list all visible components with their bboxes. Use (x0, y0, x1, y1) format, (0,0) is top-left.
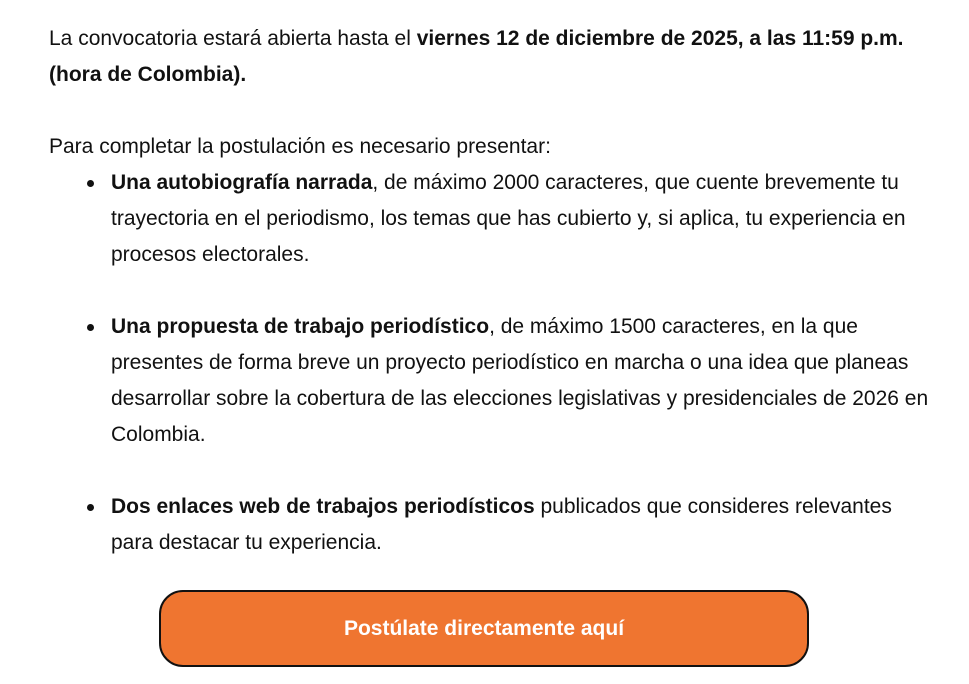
cta-container (159, 590, 809, 667)
bullet-icon (87, 180, 94, 187)
bullet-icon (87, 504, 94, 511)
deadline-paragraph (49, 21, 929, 93)
bullet-icon (87, 324, 94, 331)
requirements-lead: Para completar la postulación es necesario presentar: (49, 135, 551, 158)
list-item (111, 489, 929, 561)
list-item (111, 165, 929, 273)
requirement-title: Una propuesta de trabajo periodístico (111, 315, 490, 338)
requirement-title: Dos enlaces web de trabajos periodísticos (111, 495, 535, 518)
deadline-date: viernes 12 de diciembre de 2025, a las 11:59 p.m. (hora de Colombia). (49, 27, 904, 86)
requirement-description: , de máximo 1500 caracteres, en la que presentes de forma breve un proyecto periodístico en marcha o una idea que planeas desarrollar sobre la cobertura de las elecciones legislativas y presidenciales de 2026 en Colombia. (111, 315, 929, 446)
apply-button-label: Postúlate directamente aquí (343, 616, 625, 640)
deadline-intro-text: La convocatoria estará abierta hasta el (49, 27, 417, 50)
list-item (111, 309, 929, 453)
apply-button[interactable] (159, 590, 809, 667)
requirement-title: Una autobiografía narrada (111, 171, 373, 194)
requirement-description: publicados que consideres relevantes para destacar tu experiencia. (111, 495, 892, 554)
page-content (49, 21, 929, 561)
requirements-list (49, 165, 929, 561)
requirement-description: , de máximo 2000 caracteres, que cuente brevemente tu trayectoria en el periodismo, los temas que has cubierto y, si aplica, tu experiencia en procesos electorales. (111, 171, 906, 266)
